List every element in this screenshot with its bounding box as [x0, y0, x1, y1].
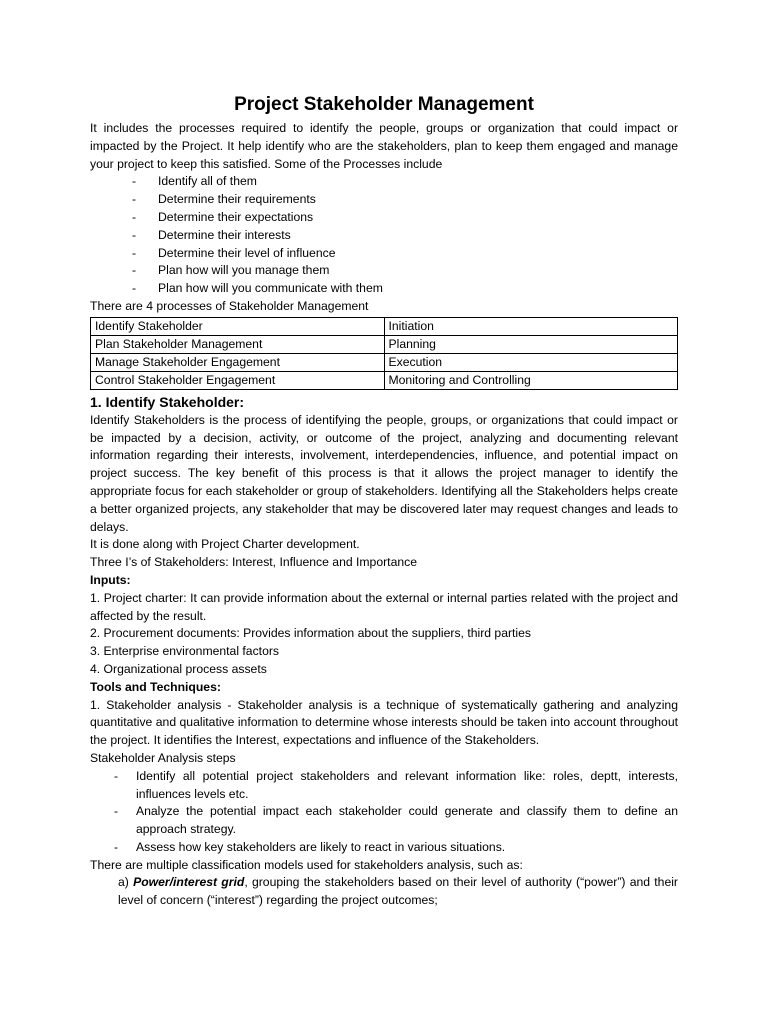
list-item: - Identify all potential project stakeholders and relevant information like: roles, deptt, interests, influences levels etc. — [90, 768, 678, 804]
input-item: 3. Enterprise environmental factors — [90, 644, 279, 659]
list-item: - Determine their level of influence — [90, 245, 678, 263]
process-group-cell: Planning — [384, 335, 678, 353]
models-line: There are multiple classification models used for stakeholders analysis, such as: — [90, 857, 523, 872]
input-item: 4. Organizational process assets — [90, 661, 267, 676]
process-table — [90, 317, 678, 390]
model-a-paragraph — [90, 874, 678, 910]
model-a-text: , grouping the stakeholders based on their level of authority (“power”) and their level of concern (“interest”) regarding the project outcomes; — [118, 875, 678, 908]
list-item: - Determine their expectations — [90, 209, 678, 227]
list-item: - Plan how will you communicate with them — [90, 280, 678, 298]
tools-paragraph: 1. Stakeholder analysis - Stakeholder analysis is a technique of systematically gathering and analyzing quantitative and qualitative information to determine whose interests should be taken into account throughout the project. It identifies the Interest, expectations and influence of the Stakeholders. — [90, 697, 678, 748]
steps-label: Stakeholder Analysis steps — [90, 750, 236, 765]
list-item: - Identify all of them — [90, 173, 678, 191]
process-group-cell: Monitoring and Controlling — [384, 371, 678, 389]
three-is-line: Three I’s of Stakeholders: Interest, Influence and Importance — [90, 555, 417, 570]
list-item: - Analyze the potential impact each stakeholder could generate and classify them to define an approach strategy. — [90, 803, 678, 839]
document-page — [90, 92, 678, 910]
list-item: - Determine their interests — [90, 227, 678, 245]
process-name-cell: Identify Stakeholder — [91, 317, 385, 335]
page-title: Project Stakeholder Management — [234, 94, 534, 115]
table-intro: There are 4 processes of Stakeholder Management — [90, 298, 369, 313]
model-a-term: Power/interest grid — [133, 875, 245, 890]
list-item: - Plan how will you manage them — [90, 262, 678, 280]
input-item: 1. Project charter: It can provide information about the external or internal parties related with the project and affected by the result. — [90, 590, 678, 623]
process-name-cell: Control Stakeholder Engagement — [91, 371, 385, 389]
inputs-label: Inputs: — [90, 572, 131, 587]
process-group-cell: Initiation — [384, 317, 678, 335]
input-item: 2. Procurement documents: Provides information about the suppliers, third parties — [90, 626, 532, 641]
intro-paragraph: It includes the processes required to identify the people, groups or organization that could impact or impacted by the Project. It help identify who are the stakeholders, plan to keep them engaged and manage your project to keep this satisfied. Some of the Processes include — [90, 121, 678, 171]
table-row — [91, 317, 678, 335]
process-group-cell: Execution — [384, 353, 678, 371]
section-heading: 1. Identify Stakeholder: — [90, 393, 245, 410]
model-a-prefix: a) — [118, 875, 134, 890]
process-list — [90, 173, 678, 298]
charter-line: It is done along with Project Charter development. — [90, 537, 360, 552]
table-row — [91, 353, 678, 371]
list-item: - Determine their requirements — [90, 191, 678, 209]
list-item: - Assess how key stakeholders are likely to react in various situations. — [90, 839, 678, 857]
steps-list — [90, 768, 678, 857]
process-name-cell: Plan Stakeholder Management — [91, 335, 385, 353]
process-name-cell: Manage Stakeholder Engagement — [91, 353, 385, 371]
table-row — [91, 371, 678, 389]
table-row — [91, 335, 678, 353]
tools-label: Tools and Techniques: — [90, 679, 221, 694]
section-paragraph: Identify Stakeholders is the process of identifying the people, groups, or organizations that could impact or be impacted by a decision, activity, or outcome of the project, analyzing and documenting relevant information regarding their interests, involvement, interdependencies, influence, and potential impact on project success. The key benefit of this process is that it allows the project manager to identify the appropriate focus for each stakeholder or group of stakeholders. Identifying all the Stakeholders helps create a better organized projects, any stakeholder that may be discovered later may request changes and leads to delays. — [90, 412, 678, 534]
